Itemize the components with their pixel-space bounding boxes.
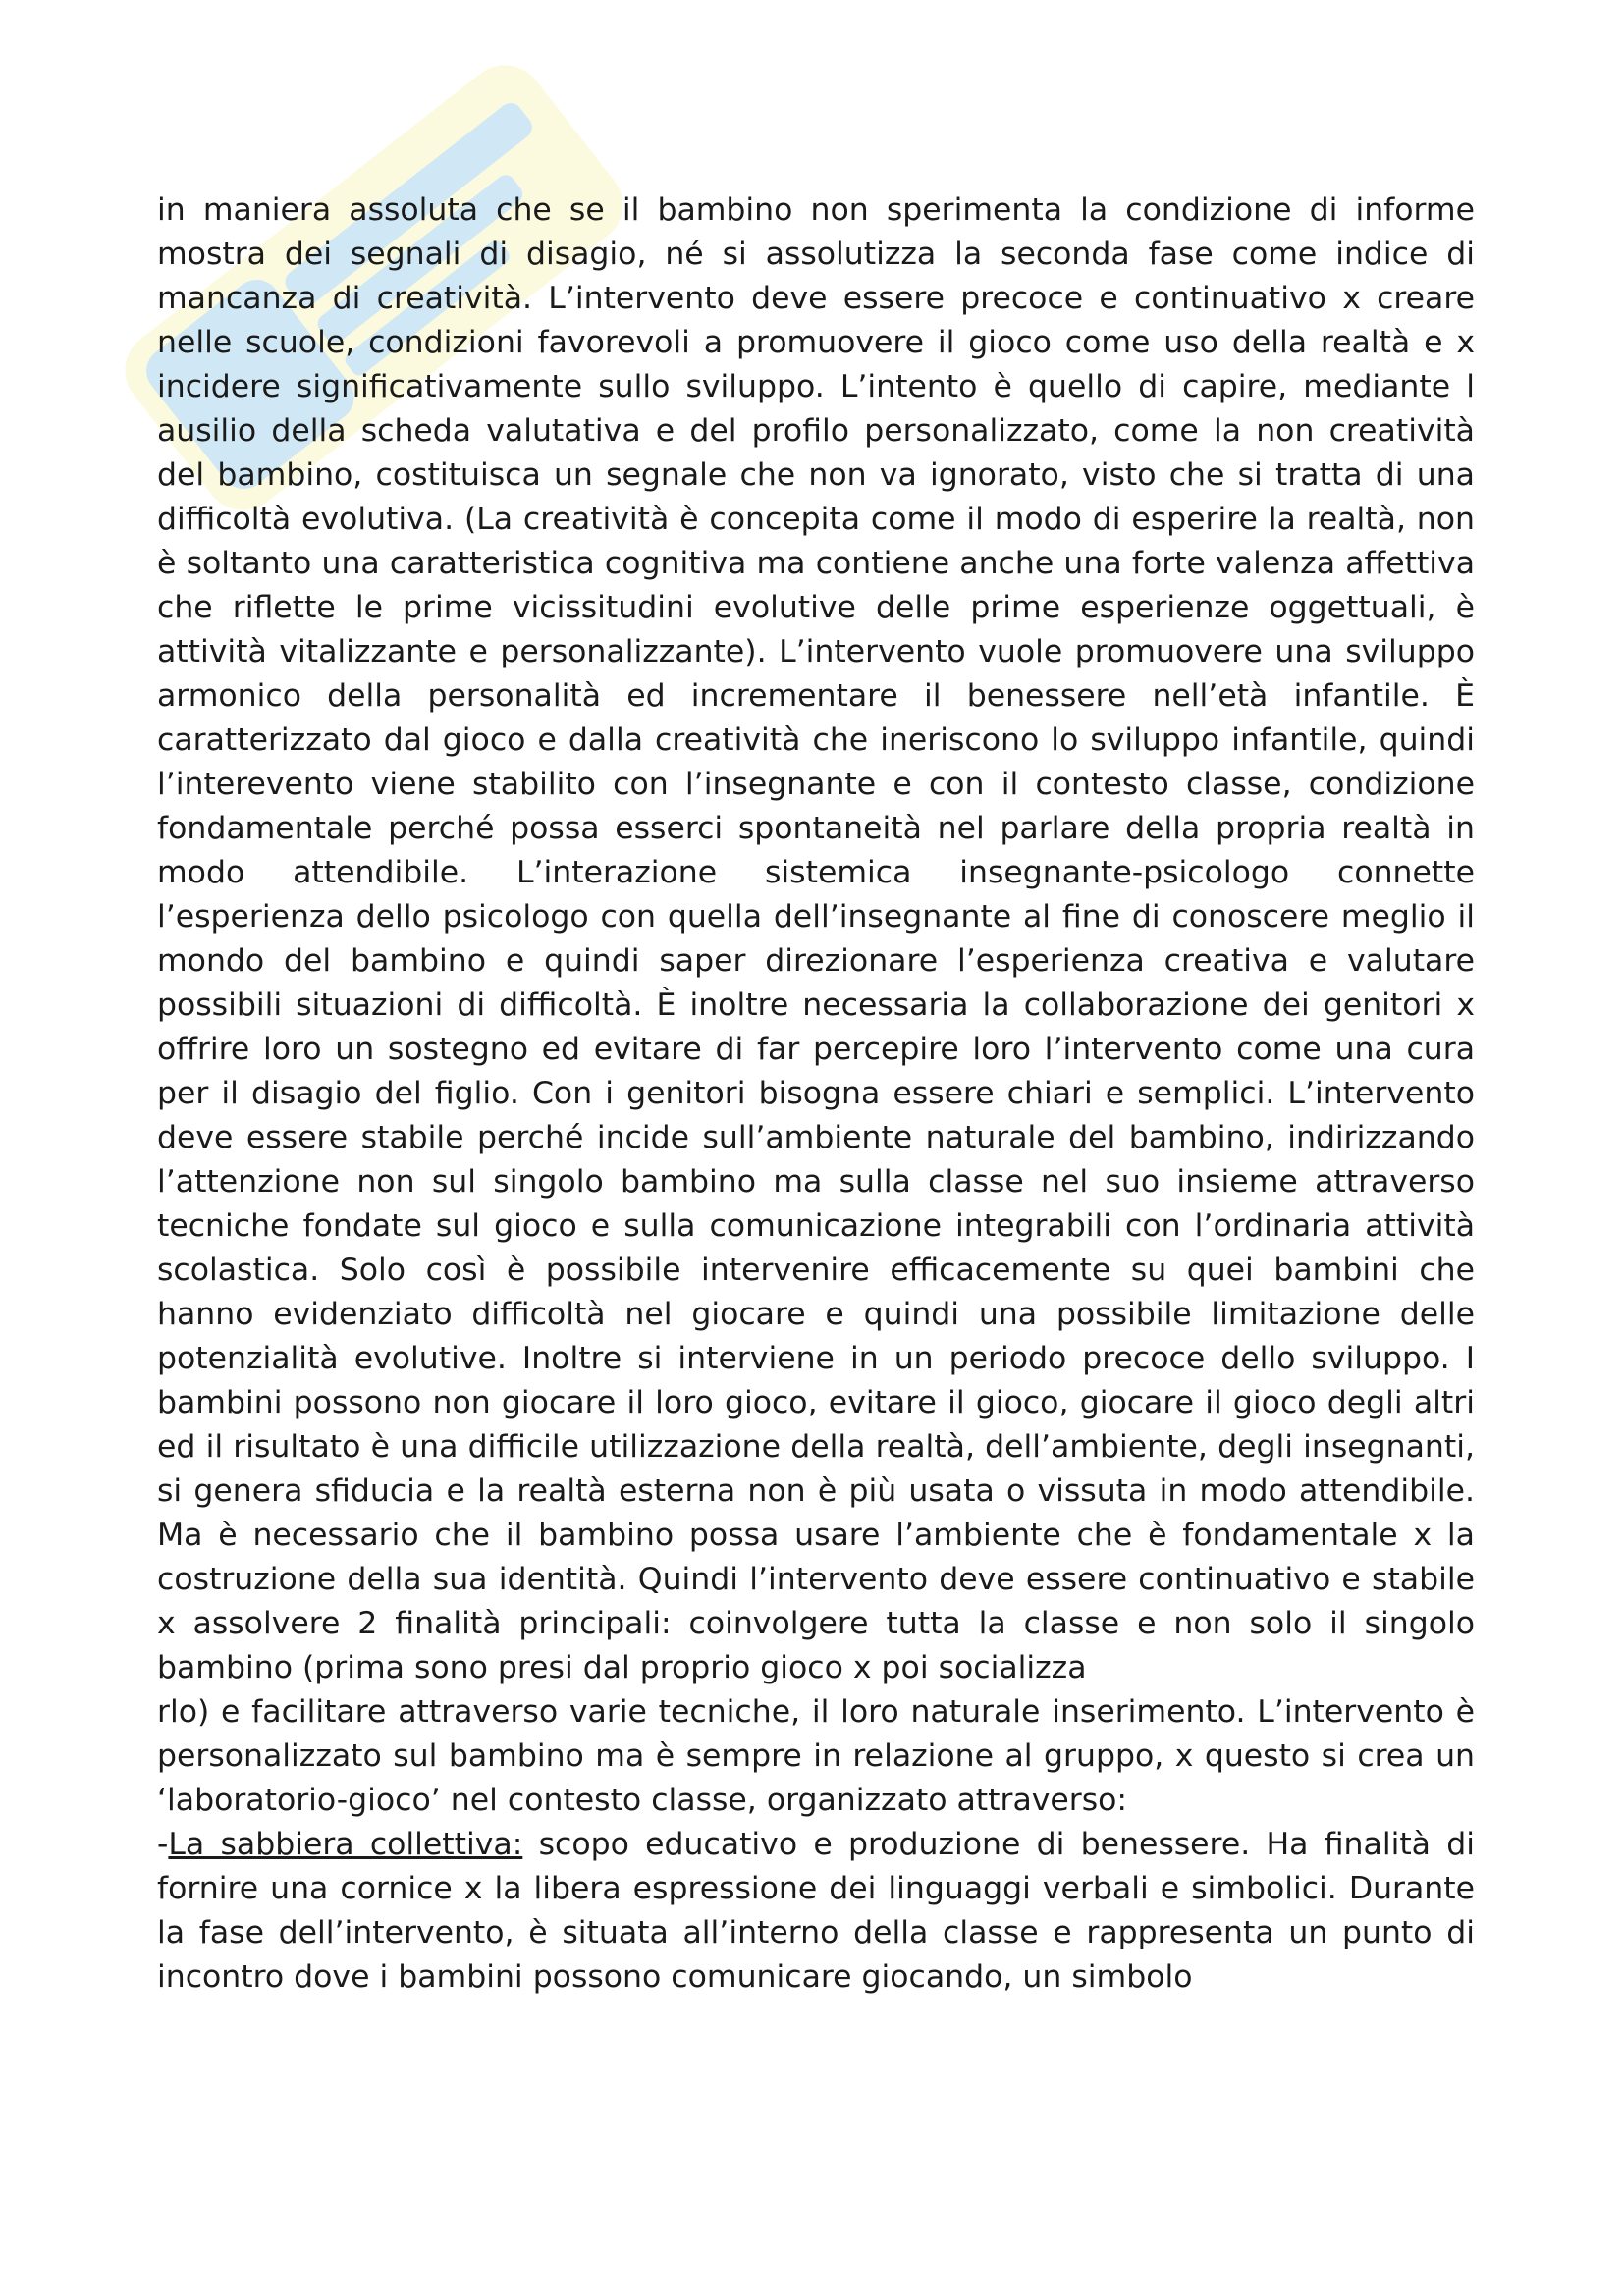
list-item-text: scopo educativo e produzione di benessere. Ha finalità di fornire una cornice x la libera espressione dei linguaggi verbali e simbolici. Durante la fase dell’intervento, è situata all’interno della classe e rappresenta un punto di incontro dove i bambini possono comunicare giocando, un simbolo (157, 1827, 1475, 1995)
paragraph-main: in maniera assoluta che se il bambino non sperimenta la condizione di informe mostra dei segnali di disagio, né si assolutizza la seconda fase come indice di mancanza di creatività. L’intervento deve essere precoce e continuativo x creare nelle scuole, condizioni favorevoli a promuovere il gioco come uso della realtà e x incidere significativamente sullo sviluppo. L’intento è quello di capire, mediante l ausilio della scheda valutativa e del profilo personalizzato, come la non creatività del bambino, costituisca un segnale che non va ignorato, visto che si tratta di una difficoltà evolutiva. (La creatività è concepita come il modo di esperire la realtà, non è soltanto una caratteristica cognitiva ma contiene anche una forte valenza affettiva che riflette le prime vicissitudini evolutive delle prime esperienze oggettuali, è attività vitalizzante e personalizzante). L’intervento vuole promuovere una sviluppo armonico della personalità ed incrementare il benessere nell’età infantile. È caratterizzato dal gioco e dalla creatività che ineriscono lo sviluppo infantile, quindi l’interevento viene stabilito con l’insegnante e con il contesto classe, condizione fondamentale perché possa esserci spontaneità nel parlare della propria realtà in modo attendibile. L’interazione sistemica insegnante-psicologo connette l’esperienza dello psicologo con quella dell’insegnante al fine di conoscere meglio il mondo del bambino e quindi saper direzionare l’esperienza creativa e valutare possibili situazioni di difficoltà. È inoltre necessaria la collaborazione dei genitori x offrire loro un sostegno ed evitare di far percepire loro l’intervento come una cura per il disagio del figlio. Con i genitori bisogna essere chiari e semplici. L’intervento deve essere stabile perché incide sull’ambiente naturale del bambino, indirizzando l’attenzione non sul singolo bambino ma sulla classe nel suo insieme attraverso tecniche fondate sul gioco e sulla comunicazione integrabili con l’ordinaria attività scolastica. Solo così è possibile intervenire efficacemente su quei bambini che hanno evidenziato difficoltà nel giocare e quindi una possibile limitazione delle potenzialità evolutive. Inoltre si interviene in un periodo precoce dello sviluppo. I bambini possono non giocare il loro gioco, evitare il gioco, giocare il gioco degli altri ed il risultato è una difficile utilizzazione della realtà, dell’ambiente, degli insegnanti, si genera sfiducia e la realtà esterna non è più usata o vissuta in modo attendibile. Ma è necessario che il bambino possa usare l’ambiente che è fondamentale x la costruzione della sua identità. Quindi l’intervento deve essere continuativo e stabile x assolvere 2 finalità principali: coinvolgere tutta la classe e non solo il singolo bambino (prima sono presi dal proprio gioco x poi socializza (157, 192, 1475, 1685)
document-body (157, 188, 1475, 2000)
paragraph-continuation: rlo) e facilitare attraverso varie tecniche, il loro naturale inserimento. L’intervento è personalizzato sul bambino ma è sempre in relazione al gruppo, x questo si crea un ‘laboratorio-gioco’ nel contesto classe, organizzato attraverso: (157, 1694, 1475, 1818)
list-item-heading: La sabbiera collettiva: (168, 1827, 523, 1862)
list-item-sabbiera (157, 1823, 1475, 2000)
list-item-prefix: - (157, 1827, 169, 1862)
